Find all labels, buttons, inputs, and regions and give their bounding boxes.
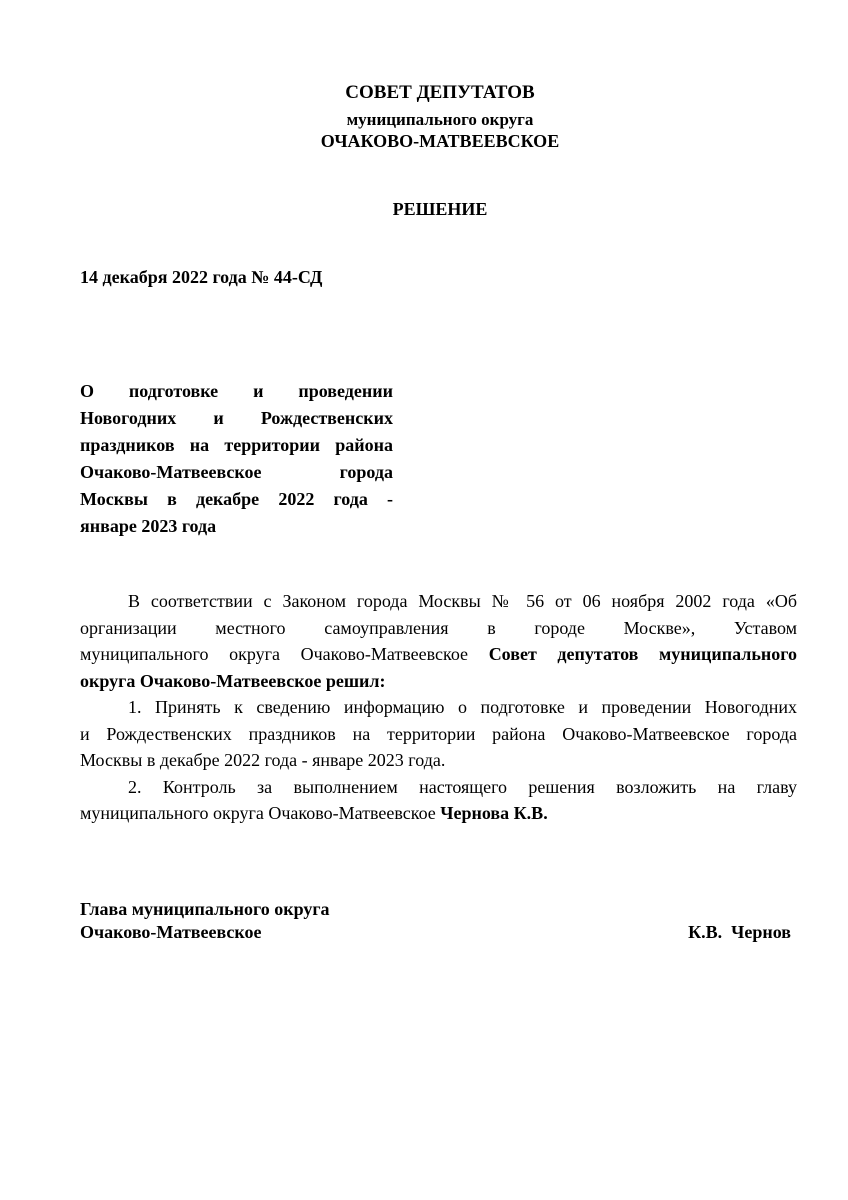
council-subtitle: муниципального округа	[346, 110, 534, 129]
subject-line: январе 2023 года	[80, 516, 217, 536]
body-line: 2. Контроль за выполнением настоящего решения возложить на главу	[128, 776, 797, 797]
signatory-name: К.В. Чернов	[688, 922, 791, 942]
decision-subject	[80, 378, 393, 540]
body-line: организации местного самоуправления в городе Москве», Уставом	[80, 617, 797, 638]
district-name: ОЧАКОВО-МАТВЕЕВСКОЕ	[320, 131, 560, 151]
body-text: муниципального округа Очаково-Матвеевское	[80, 803, 441, 823]
document-type: РЕШЕНИЕ	[392, 199, 488, 219]
body-text: муниципального округа Очаково-Матвеевское	[80, 644, 489, 664]
body-line	[80, 800, 797, 827]
signature-title-line: Очаково-Матвеевское	[80, 922, 262, 942]
body-line	[80, 641, 797, 668]
subject-line: Новогодних и Рождественских	[80, 408, 393, 428]
body-text-bold: Чернова К.В.	[440, 803, 548, 823]
subject-line: праздников на территории района	[80, 435, 393, 455]
subject-line: Очаково-Матвеевское города	[80, 462, 393, 482]
body-line: В соответствии с Законом города Москвы № 56 от 06 ноября 2002 года «Об	[128, 591, 797, 611]
body-line: Москвы в декабре 2022 года - январе 2023 года.	[80, 750, 446, 770]
body-line: и Рождественских праздников на территории района Очаково-Матвеевское города	[80, 723, 797, 744]
body-text-bold: Совет депутатов муниципального	[488, 644, 797, 664]
decision-body	[80, 588, 797, 827]
signature-title-line: Глава муниципального округа	[80, 899, 330, 919]
body-line: 1. Принять к сведению информацию о подготовке и проведении Новогодних	[128, 697, 797, 717]
date-and-number: 14 декабря 2022 года № 44-СД	[80, 267, 323, 287]
subject-line: О подготовке и проведении	[80, 381, 393, 401]
subject-line: Москвы в декабре 2022 года -	[80, 489, 393, 509]
signature-block	[80, 898, 330, 944]
council-title: СОВЕТ ДЕПУТАТОВ	[345, 82, 535, 103]
body-line: округа Очаково-Матвеевское решил:	[80, 670, 386, 691]
